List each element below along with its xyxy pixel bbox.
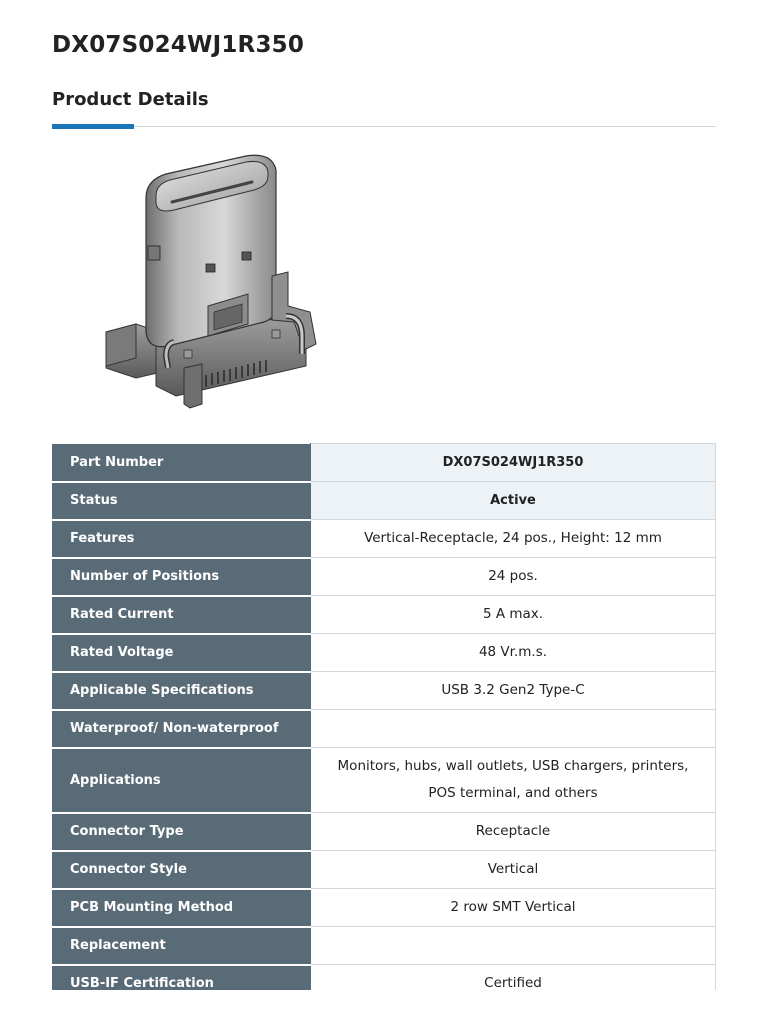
spec-row-number-of-positions bbox=[53, 558, 716, 596]
spec-row-replacement bbox=[53, 927, 716, 965]
spec-label: Rated Voltage bbox=[53, 634, 311, 672]
spec-row-applicable-specifications bbox=[53, 672, 716, 710]
spec-row-part-number bbox=[53, 444, 716, 482]
spec-table bbox=[52, 443, 716, 990]
spec-label: Part Number bbox=[53, 444, 311, 482]
spec-label: Applicable Specifications bbox=[53, 672, 311, 710]
spec-value: Vertical-Receptacle, 24 pos., Height: 12 mm bbox=[311, 520, 716, 558]
spec-value: 24 pos. bbox=[311, 558, 716, 596]
spec-label: USB-IF Certification bbox=[53, 965, 311, 991]
spec-value: Active bbox=[311, 482, 716, 520]
section-title: Product Details bbox=[52, 89, 209, 110]
spec-row-connector-type bbox=[53, 813, 716, 851]
spec-label: Connector Type bbox=[53, 813, 311, 851]
spec-row-rated-voltage bbox=[53, 634, 716, 672]
spec-value bbox=[311, 927, 716, 965]
spec-row-rated-current bbox=[53, 596, 716, 634]
spec-label: Connector Style bbox=[53, 851, 311, 889]
spec-value: Certified bbox=[311, 965, 716, 991]
spec-row-pcb-mounting-method bbox=[53, 889, 716, 927]
spec-value: USB 3.2 Gen2 Type-C bbox=[311, 672, 716, 710]
spec-value: Monitors, hubs, wall outlets, USB chargers, printers, POS terminal, and others bbox=[311, 748, 716, 813]
spec-row-usb-if-certification bbox=[53, 965, 716, 991]
spec-label: PCB Mounting Method bbox=[53, 889, 311, 927]
spec-row-features bbox=[53, 520, 716, 558]
spec-label: Applications bbox=[53, 748, 311, 813]
spec-value: Vertical bbox=[311, 851, 716, 889]
spec-value: 5 A max. bbox=[311, 596, 716, 634]
page-title: DX07S024WJ1R350 bbox=[52, 32, 305, 58]
spec-label: Waterproof/ Non-waterproof bbox=[53, 710, 311, 748]
spec-label: Number of Positions bbox=[53, 558, 311, 596]
spec-row-connector-style bbox=[53, 851, 716, 889]
spec-row-applications bbox=[53, 748, 716, 813]
spec-value bbox=[311, 710, 716, 748]
spec-row-status bbox=[53, 482, 716, 520]
spec-value: 2 row SMT Vertical bbox=[311, 889, 716, 927]
spec-label: Status bbox=[53, 482, 311, 520]
spec-label: Rated Current bbox=[53, 596, 311, 634]
spec-label: Replacement bbox=[53, 927, 311, 965]
spec-row-waterproof bbox=[53, 710, 716, 748]
spec-value: 48 Vr.m.s. bbox=[311, 634, 716, 672]
spec-label: Features bbox=[53, 520, 311, 558]
spec-value: DX07S024WJ1R350 bbox=[311, 444, 716, 482]
spec-value: Receptacle bbox=[311, 813, 716, 851]
